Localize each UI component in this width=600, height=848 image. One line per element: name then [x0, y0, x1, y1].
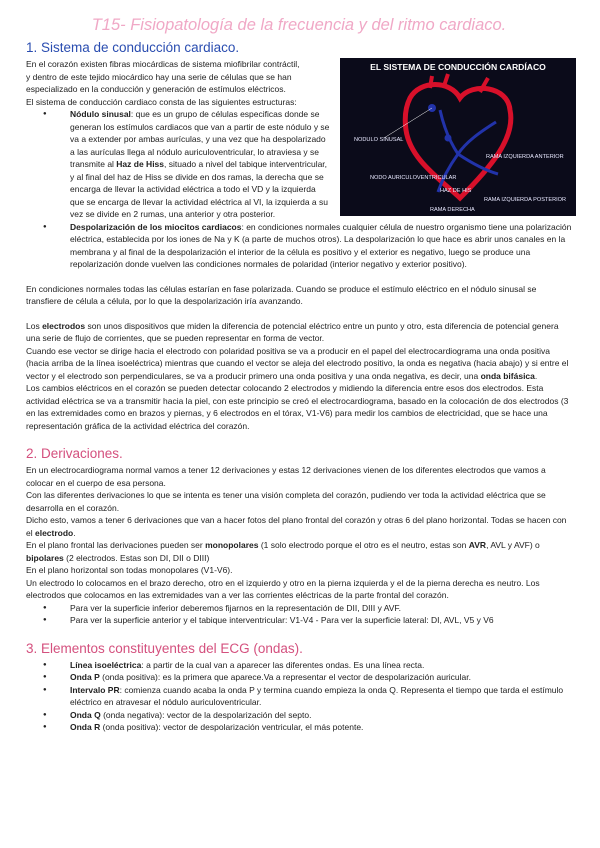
term: Onda P [70, 672, 100, 682]
section-1-heading: 1. Sistema de conducción cardiaco. [26, 40, 240, 55]
term: Onda R [70, 722, 101, 732]
section-2-heading: 2. Derivaciones. [26, 446, 123, 461]
intro-line: El sistema de conducción cardiaco consta de las siguientes estructuras: [26, 96, 297, 107]
section-3-heading: 3. Elementos constituyentes del ECG (ondas). [26, 640, 303, 656]
label-left-anterior-branch: RAMA IZQUIERDA ANTERIOR [486, 154, 564, 160]
paragraph: En un electrocardiograma normal vamos a tener 12 derivaciones y estas 12 derivaciones vienen de los diferentes electrodos que vamos a colocar en el cuerpo de esa persona. [26, 465, 546, 488]
term: electrodo [34, 527, 74, 538]
term: Intervalo PR [70, 684, 120, 695]
paragraph: En condiciones normales todas las células estarían en fase polarizada. Cuando se produce el estímulo eléctrico en el nódulo sinusal se transfiere de célula a célula, por lo que la despolarización iría avanzando. [26, 283, 537, 306]
term: Nódulo sinusal [70, 109, 131, 119]
term: bipolares [26, 552, 64, 563]
term: monopolares [205, 540, 259, 550]
intro-line: En el corazón existen fibras miocárdicas de sistema miofibrilar contráctil, [26, 59, 300, 69]
label-av-node: NODO AURICULOVENTRICULAR [370, 175, 457, 181]
conduction-structures-list [26, 108, 572, 271]
label-left-posterior-branch: RAMA IZQUIERDA POSTERIOR [484, 197, 567, 203]
term: Haz de Hiss [116, 159, 165, 169]
term: Onda Q [70, 709, 101, 720]
label-sinus-node: NODULO SINUSAL [354, 137, 404, 143]
list-item: ● Onda R (onda positiva): vector de despolarización ventricular, el más potente. [26, 721, 572, 734]
list-item: ● Para ver la superficie anterior y el tabique interventricular: V1-V4 - Para ver la superficie lateral: DI, AVL, V5 y V6 [26, 614, 572, 627]
paragraph: En el plano frontal las derivaciones pueden ser monopolares (1 solo electrodo porque el otro es el neutro, estas son AVR, AVL y AVF) o bipolares (2 electrodos. Estas son DI, DII o DIII) [26, 540, 540, 563]
label-his-bundle: HAZ DE HIS [440, 188, 472, 194]
figure-title: EL SISTEMA DE CONDUCCIÓN CARDÍACO [370, 62, 546, 72]
paragraph: Los electrodos son unos dispositivos que miden la diferencia de potencial eléctrico entre un punto y otro, esta diferencia de potencial genera una serie de flujo de corrientes, que se pueden representar en forma de vector. [26, 320, 559, 343]
ecg-elements-list [26, 659, 572, 734]
paragraph: Dicho esto, vamos a tener 6 derivaciones que van a hacer fotos del plano frontal del corazón y otras 6 del plano horizontal. Todas se hacen con el electrodo. [26, 515, 567, 538]
paragraph: Los cambios eléctricos en el corazón se pueden detectar colocando 2 electrodos y midiendo la diferencia entre esos dos electrodos. Esta actividad eléctrica se va a transmitir hacia la piel, con este principio se creó el electrocardiograma, basado en la colocación de dos electrodos (3 en las extremidades como en brazos y piernas, y 6 electrodos en el tórax, V1-V6) para medir los cambios de electricidad, que se hace una representación gráfica de la actividad eléctrica del corazón. [26, 383, 569, 431]
list-item: ● Onda Q (onda negativa): vector de la despolarización del septo. [26, 709, 572, 722]
derivations-list [26, 602, 572, 627]
paragraph: Con las diferentes derivaciones lo que se intenta es tener una visión completa del corazón, pudiendo ver toda la actividad eléctrica que se desarrolla en el corazón. [26, 490, 546, 513]
paragraph: Un electrodo lo colocamos en el brazo derecho, otro en el izquierdo y otro en la pierna izquierda y el de la pierna derecha es neutro. Los electrodos que colocamos en las extremidades van a ver las corrientes eléctricas de la parte frontal del corazón. [26, 577, 540, 600]
intro-line: y dentro de este tejido miocárdico hay una serie de células que se han [26, 71, 292, 82]
paragraph: En el plano horizontal son todas monopolares (V1-V6). [26, 565, 233, 575]
term: onda bifásica [480, 370, 535, 381]
list-item: ● Línea isoeléctrica: a partir de la cual van a aparecer las diferentes ondas. Es una línea recta. [26, 659, 572, 672]
term: AVR [468, 540, 487, 550]
list-item: ● Nódulo sinusal: que es un grupo de células especificas donde se generan los estímulos cardiacos que van a partir de este nódulo y se va a extender por ambas aurículas, y una vez que ha despolarizado a las aurículas llega al nódulo auriculoventricular, lo atraviesa y se transmite al Haz de Hiss, situado a nivel del tabique interventricular, y al final del haz de Hiss se divide en dos ramas, la derecha que se encarga de llevar la actividad eléctrica a todo el VD y la izquierda que se encarga de llevar la actividad eléctrica al VI, la izquierda a su vez se divide en 2 rumas, una anterior y otra posterior. [26, 108, 572, 221]
intro-line: especializado en la conducción y generación de estímulos eléctricos. [26, 84, 286, 94]
label-right-branch: RAMA DERECHA [430, 207, 475, 213]
term: electrodos [42, 320, 86, 331]
term: Despolarización de los miocitos cardiacos [70, 221, 242, 232]
list-item: ● Onda P (onda positiva): es la primera que aparece.Va a representar el vector de despolarización auricular. [26, 671, 572, 684]
list-item: ● Intervalo PR: comienza cuando acaba la onda P y termina cuando empieza la onda Q. Representa el tiempo que tarda el estímulo eléctrico en atravesar el nódulo auriculoventricular. [26, 684, 572, 709]
term: Línea isoeléctrica [70, 659, 142, 670]
list-item: ● Para ver la superficie inferior deberemos fijarnos en la representación de DII, DIII y AVF. [26, 602, 572, 615]
list-item: ● Despolarización de los miocitos cardiacos: en condiciones normales cualquier célula de nuestro organismo tiene una polarización eléctrica, establecida por los iones de Na y K (a parte de muchos otros). La despolarización lo que hace es abrir unos canales en la membrana y al final de la despolarización el interior de la célula es positivo y el exterior es negativo, luego se produce una repolarización donde vuelven las condiciones normales de polaridad (interior negativo y exterior positivo). [26, 221, 572, 271]
paragraph: Cuando ese vector se dirige hacia el electrodo con polaridad positiva se va a producir en el papel del electrocardiograma una onda positiva (hacia arriba de la línea isoeléctrica) mientras que cuando el vector se aleja del electrodo positivo, la onda es negativa (hacia abajo) y si entre el vector y el electrodo son perpendiculares, se va a producir primero una onda positiva y una onda negativa, es decir, una onda bifásica. [26, 345, 569, 381]
document-title: T15- Fisiopatología de la frecuencia y del ritmo cardiaco. [91, 16, 507, 34]
